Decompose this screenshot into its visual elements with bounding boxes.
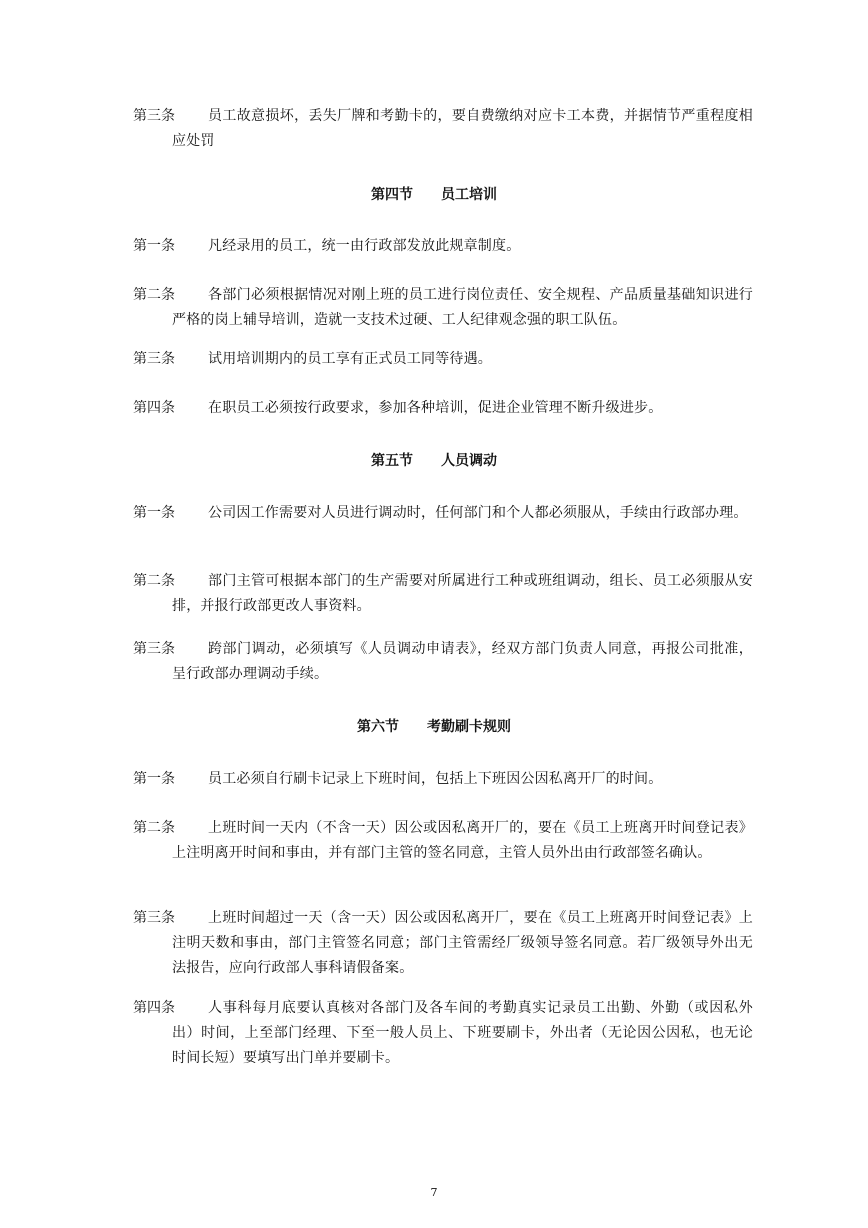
article-text: 员工故意损坏，丢失厂牌和考勤卡的，要自费缴纳对应卡工本费，并据情节严重程度相应处罚 bbox=[172, 108, 753, 149]
section-title: 人员调动 bbox=[441, 453, 497, 469]
article-s5-2 bbox=[133, 569, 753, 619]
article-number: 第一条 bbox=[133, 505, 175, 521]
section-heading-5 bbox=[0, 451, 868, 471]
article-s4-2 bbox=[133, 283, 753, 333]
article-number: 第二条 bbox=[133, 573, 175, 589]
section-heading-4 bbox=[0, 185, 868, 205]
article-s3-3 bbox=[133, 104, 753, 154]
article-text: 部门主管可根据本部门的生产需要对所属进行工种或班组调动，组长、员工必须服从安排，并报行政部更改人事资料。 bbox=[172, 573, 753, 614]
section-heading-6 bbox=[0, 717, 868, 737]
article-number: 第一条 bbox=[133, 238, 175, 254]
page-number: 7 bbox=[430, 1186, 438, 1199]
article-number: 第三条 bbox=[133, 351, 175, 367]
article-text: 员工必须自行刷卡记录上下班时间，包括上下班因公因私离开厂的时间。 bbox=[208, 771, 663, 787]
article-number: 第二条 bbox=[133, 287, 175, 303]
article-number: 第三条 bbox=[133, 108, 175, 124]
article-text: 凡经录用的员工，统一由行政部发放此规章制度。 bbox=[208, 238, 521, 254]
section-title: 员工培训 bbox=[441, 187, 497, 203]
article-text: 试用培训期内的员工享有正式员工同等待遇。 bbox=[208, 351, 492, 367]
article-number: 第三条 bbox=[133, 910, 175, 926]
article-text: 在职员工必须按行政要求，参加各种培训，促进企业管理不断升级进步。 bbox=[208, 400, 663, 416]
section-number: 第四节 bbox=[371, 187, 413, 203]
article-text: 公司因工作需要对人员进行调动时，任何部门和个人都必须服从，手续由行政部办理。 bbox=[208, 505, 748, 521]
article-number: 第三条 bbox=[133, 641, 175, 657]
section-number: 第五节 bbox=[371, 453, 413, 469]
article-s5-1 bbox=[133, 501, 753, 526]
section-number: 第六节 bbox=[357, 719, 399, 735]
article-s4-3 bbox=[133, 347, 753, 372]
article-s5-3 bbox=[133, 637, 753, 687]
article-s6-2 bbox=[133, 816, 753, 866]
article-number: 第二条 bbox=[133, 820, 175, 836]
article-text: 人事科每月底要认真核对各部门及各车间的考勤真实记录员工出勤、外勤（或因私外出）时间，上至部门经理、下至一般人员上、下班要刷卡，外出者（无论因公因私，也无论时间长短）要填写出门单并要刷卡。 bbox=[172, 1000, 753, 1066]
article-text: 上班时间超过一天（含一天）因公或因私离开厂，要在《员工上班离开时间登记表》上注明天数和事由，部门主管签名同意；部门主管需经厂级领导签名同意。若厂级领导外出无法报告，应向行政部人事科请假备案。 bbox=[172, 910, 753, 976]
article-number: 第四条 bbox=[133, 400, 175, 416]
article-s4-1 bbox=[133, 234, 753, 259]
article-number: 第四条 bbox=[133, 1000, 175, 1016]
article-s6-1 bbox=[133, 767, 753, 792]
article-text: 各部门必须根据情况对刚上班的员工进行岗位责任、安全规程、产品质量基础知识进行严格的岗上辅导培训，造就一支技术过硬、工人纪律观念强的职工队伍。 bbox=[172, 287, 753, 328]
article-s6-3 bbox=[133, 906, 753, 981]
article-text: 跨部门调动，必须填写《人员调动申请表》，经双方部门负责人同意，再报公司批准，呈行政部办理调动手续。 bbox=[172, 641, 753, 682]
article-s4-4 bbox=[133, 396, 753, 421]
section-title: 考勤刷卡规则 bbox=[427, 719, 511, 735]
article-number: 第一条 bbox=[133, 771, 175, 787]
article-text: 上班时间一天内（不含一天）因公或因私离开厂的，要在《员工上班离开时间登记表》上注明离开时间和事由，并有部门主管的签名同意，主管人员外出由行政部签名确认。 bbox=[172, 820, 753, 861]
article-s6-4 bbox=[133, 996, 753, 1071]
